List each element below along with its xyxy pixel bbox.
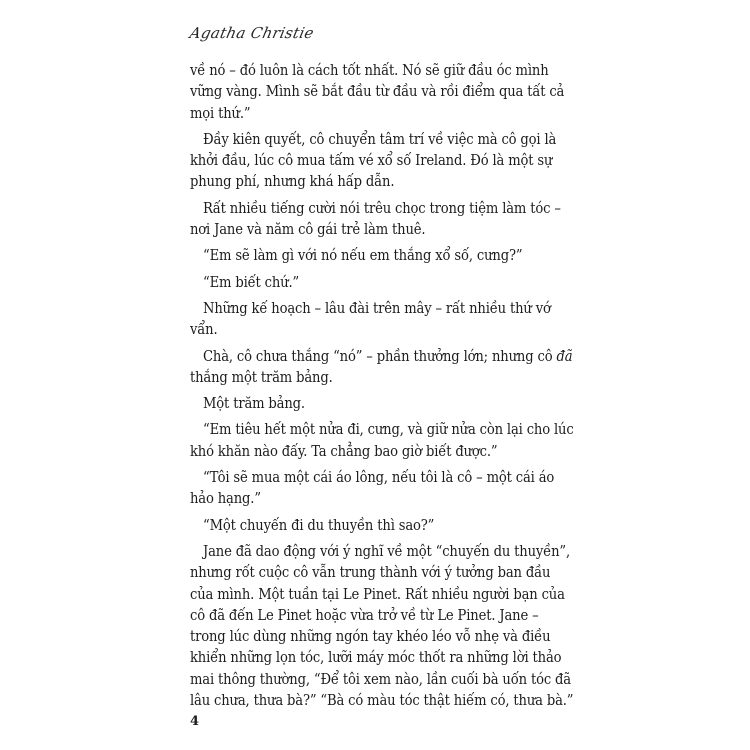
paragraph-8: Một trăm bảng. — [203, 395, 305, 413]
paragraph-7-after: thắng một trăm bảng. — [190, 368, 333, 386]
paragraph-7-before: Chà, cô chưa thắng “nó” – phần thưởng lớn; nhưng cô — [203, 347, 557, 365]
author-signature: Agatha Christie — [188, 24, 316, 42]
paragraph-12: Jane đã dao động với ý nghĩ về một “chuyến du thuyền”, nhưng rốt cuộc cô vẫn trung thành với ý tưởng ban đầu của mình. Một tuần tại Le Pinet. Rất nhiều người bạn của cô đã đến Le Pinet hoặc vừa trở về từ Le Pinet. Jane – trong lúc dùng những ngón tay khéo léo vỗ nhẹ và điều khiển những lọn tóc, lưỡi máy móc thốt ra những lời thảo mai thông thường, “Để tôi xem nào, lần cuối bà uốn tóc đã lâu chưa, thưa bà?” “Bà có màu tóc thật hiếm có, thưa bà.” — [190, 542, 574, 710]
paragraph-1: về nó – đó luôn là cách tốt nhất. Nó sẽ giữ đầu óc mình vững vàng. Mình sẽ bắt đầu từ đầu và rồi điểm qua tất cả mọi thứ.” — [190, 62, 565, 122]
paragraph-2: Đầy kiên quyết, cô chuyển tâm trí về việc mà cô gọi là khởi đầu, lúc cô mua tấm vé xổ số Ireland. Đó là một sự phung phí, nhưng khá hấp dẫn. — [190, 130, 557, 191]
paragraph-3: Rất nhiều tiếng cười nói trêu chọc trong tiệm làm tóc – nơi Jane và năm cô gái trẻ làm thuê. — [190, 199, 561, 239]
paragraph-6: Những kế hoạch – lâu đài trên mây – rất nhiều thứ vớ vẩn. — [190, 299, 551, 339]
paragraph-9: “Em tiêu hết một nửa đi, cưng, và giữ nửa còn lại cho lúc khó khăn nào đấy. Ta chẳng bao giờ biết được.” — [190, 421, 574, 460]
body-text — [190, 60, 574, 716]
paragraph-4: “Em sẽ làm gì với nó nếu em thắng xổ số, cưng?” — [203, 247, 523, 265]
paragraph-7 — [190, 346, 574, 389]
paragraph-11: “Một chuyến đi du thuyền thì sao?” — [203, 516, 435, 534]
paragraph-7-emphasis: đã — [556, 347, 573, 365]
page-number: 4 — [190, 714, 200, 729]
paragraph-10: “Tôi sẽ mua một cái áo lông, nếu tôi là cô – một cái áo hảo hạng.” — [190, 469, 555, 508]
paragraph-5: “Em biết chứ.” — [203, 273, 300, 291]
